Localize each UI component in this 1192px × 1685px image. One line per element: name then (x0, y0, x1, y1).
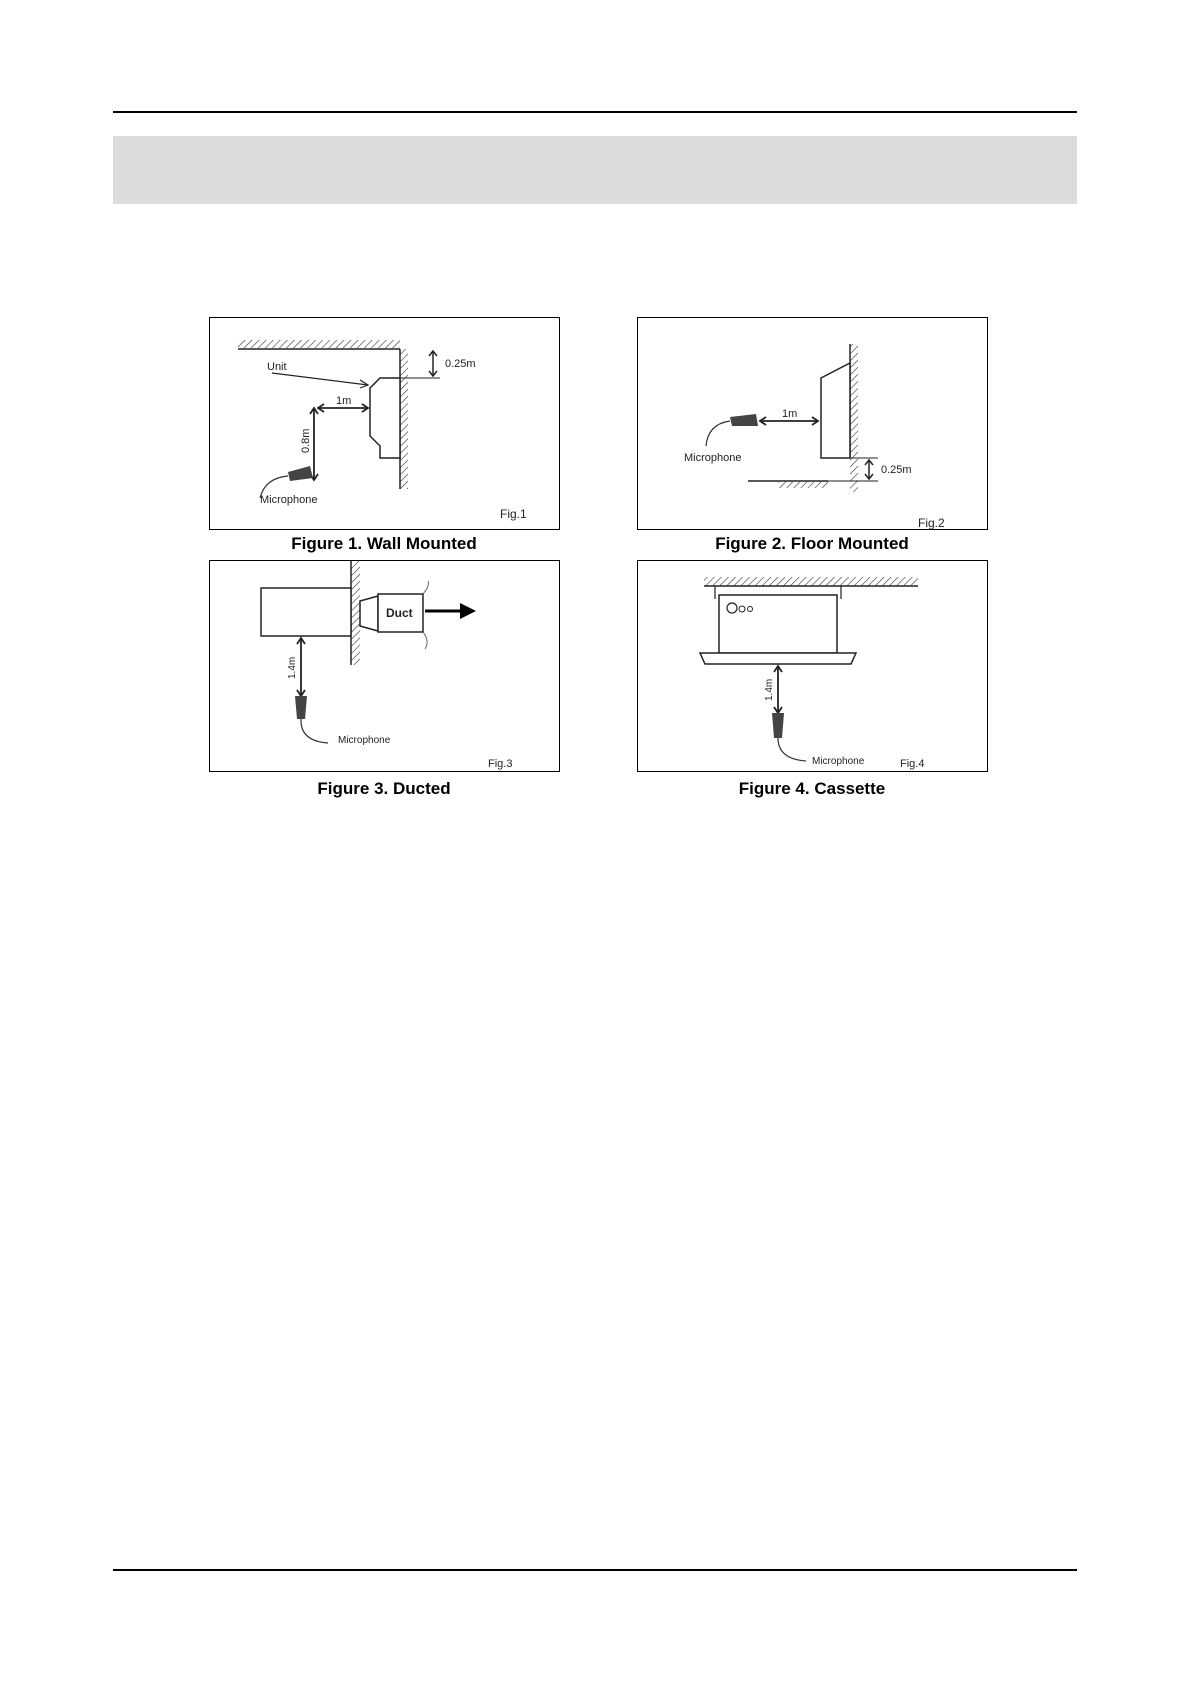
ceiling-hatch (238, 340, 400, 348)
wall-hatch (400, 349, 408, 489)
header-rule (113, 111, 1077, 113)
unit-label: Unit (267, 361, 287, 373)
ducted-unit (261, 588, 351, 636)
footer-rule (113, 1569, 1077, 1571)
microphone-label: Microphone (260, 494, 318, 506)
fig-tag: Fig.1 (500, 507, 527, 521)
ceiling-hatch (704, 577, 918, 586)
floor-hatch (778, 482, 828, 488)
figure-3-caption: Figure 3. Ducted (317, 779, 451, 798)
fig-tag: Fig.2 (918, 516, 945, 529)
fig-tag: Fig.3 (488, 758, 513, 770)
fig-tag: Fig.4 (900, 758, 925, 770)
dim-top-label: 0.25m (445, 358, 476, 370)
dim-horizontal-label: 1m (336, 395, 352, 407)
figure-2-floor-mounted (637, 317, 988, 530)
floor-unit (821, 363, 850, 458)
figure-2-caption: Figure 2. Floor Mounted (715, 534, 909, 553)
figure-1-caption: Figure 1. Wall Mounted (291, 534, 477, 553)
cassette-diagram (638, 561, 987, 771)
cassette-unit (719, 595, 837, 653)
wall-mounted-diagram (210, 318, 559, 529)
wall-unit (370, 378, 400, 458)
dim-horizontal-label: 1m (782, 408, 798, 420)
cassette-panel (700, 653, 856, 664)
figure-1-wall-mounted (209, 317, 560, 530)
airflow-arrow-icon (460, 603, 476, 619)
dim-floor-label: 0.25m (881, 464, 912, 476)
figure-3-ducted (209, 560, 560, 772)
microphone-label: Microphone (684, 452, 742, 464)
wall-hatch (850, 344, 858, 492)
dim-vertical-label: 1.4m (764, 678, 775, 701)
microphone-icon (295, 696, 307, 719)
figure-4-cassette (637, 560, 988, 772)
microphone-icon (288, 466, 313, 481)
microphone-label: Microphone (812, 756, 865, 767)
figure-4-caption: Figure 4. Cassette (738, 779, 886, 798)
microphone-icon (730, 414, 758, 426)
microphone-icon (772, 713, 784, 738)
wall-hatch (351, 561, 360, 665)
duct-label: Duct (386, 606, 413, 620)
dim-vertical-label: 1.4m (287, 656, 298, 679)
section-heading-band (113, 136, 1077, 204)
ducted-diagram (210, 561, 559, 771)
microphone-label: Microphone (338, 735, 391, 746)
dim-vertical-label: 0.8m (300, 428, 312, 453)
floor-mounted-diagram (638, 318, 987, 529)
